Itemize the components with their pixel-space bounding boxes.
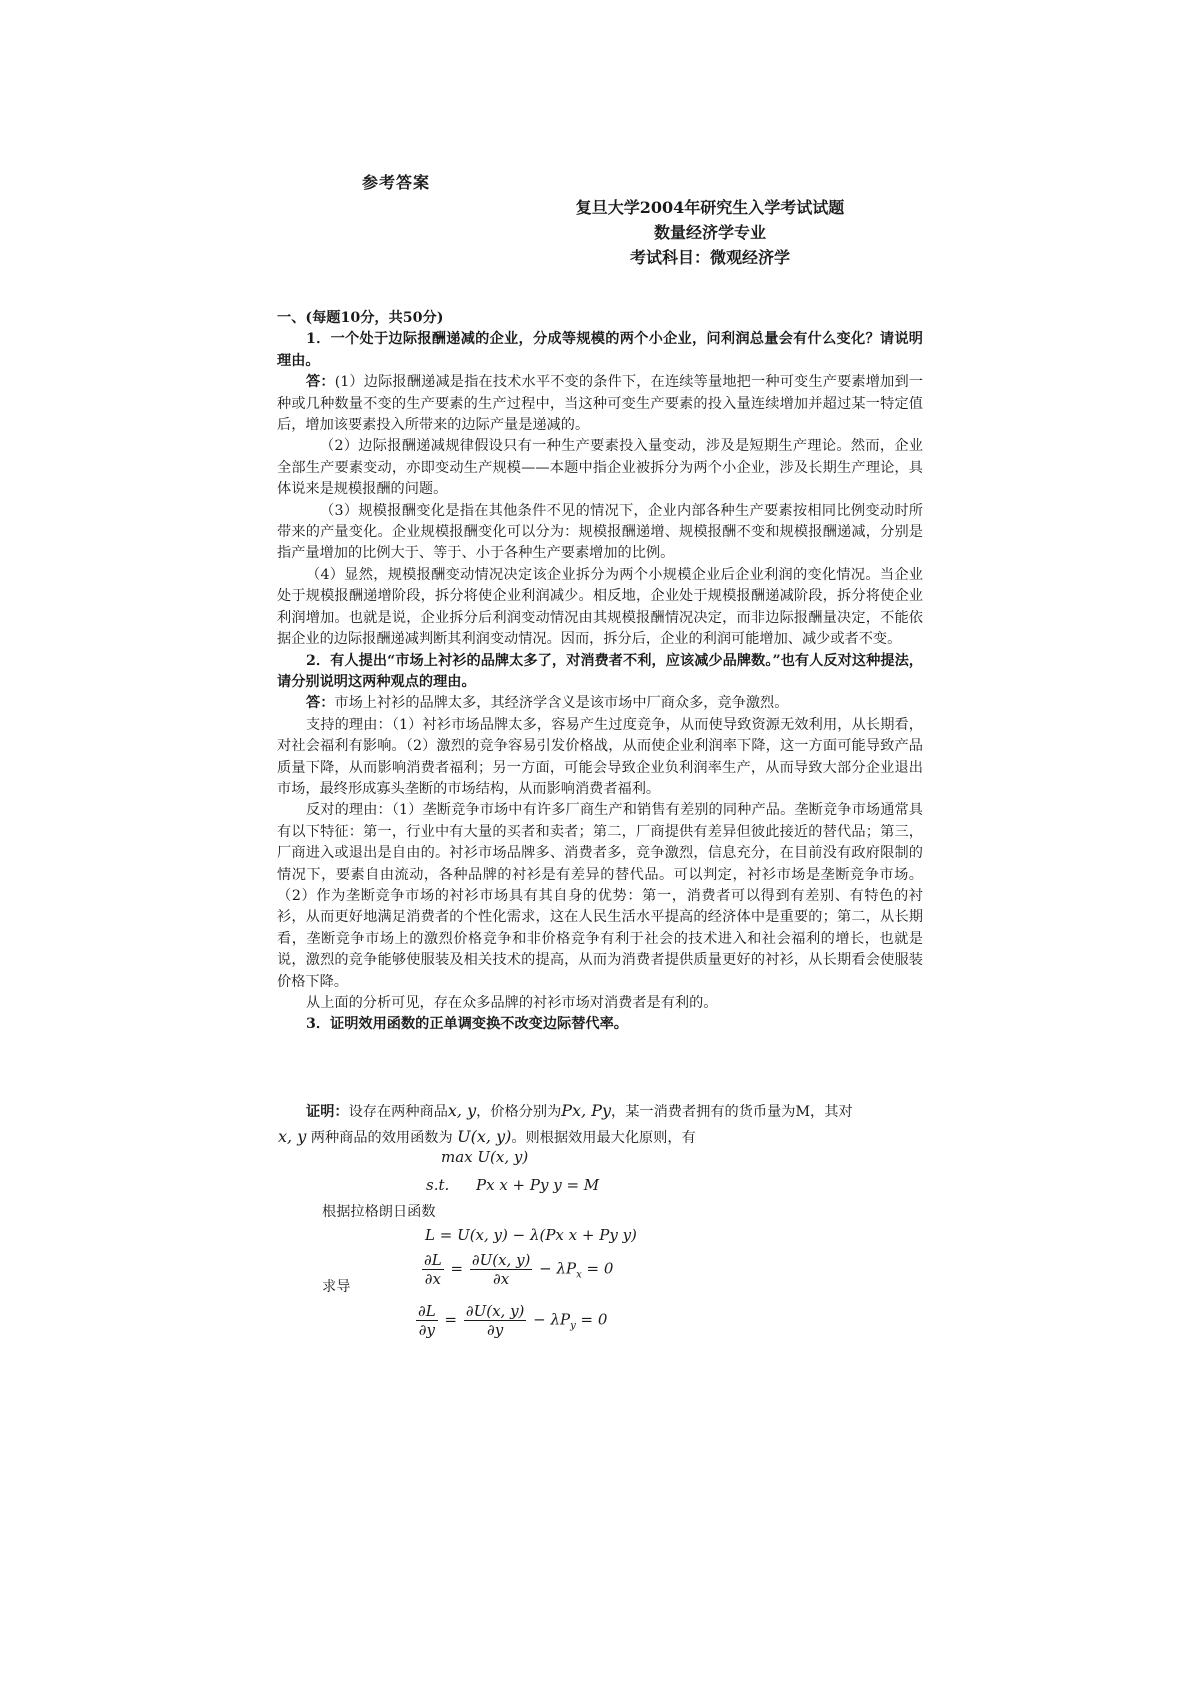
derive-label: 求导	[322, 1279, 351, 1295]
proof-line-1	[306, 1100, 936, 1123]
derivative-x: $\frac{\partial L}{\partial x}$ = $\frac{\partial U(x, y)}{\partial x}$ − $\lambda P_x = 0$	[424, 1251, 614, 1288]
derivative-y: $\frac{\partial L}{\partial y}$ = $\frac{\partial U(x, y)}{\partial y}$ − $\lambda P_y = 0$	[418, 1302, 608, 1339]
proof-text: ，某一消费者拥有的货币量为M，其对	[611, 1104, 853, 1120]
main-content	[277, 308, 923, 1036]
proof-line-2	[278, 1126, 928, 1149]
answer-text: (1）边际报酬递减是指在技术水平不变的条件下，在连续等量地把一种可变生产要素增加到一种或几种数量不变的生产要素的生产过程中，当这种可变生产要素的投入量连续增加并超过某一特定值后，增加该要素投入所带来的边际产量是递减的。	[277, 374, 923, 434]
section-heading: 一、(每题10分，共50分)	[277, 310, 444, 326]
answer-1-p3: （3）规模报酬变化是指在其他条件不见的情况下，企业内部各种生产要素按相同比例变动时所带来的产量变化。企业规模报酬变化可以分为：规模报酬递增、规模报酬不变和规模报酬递减，分别是指产量增加的比例大于、等于、小于各种生产要素增加的比例。	[277, 502, 923, 562]
st-label: s.t.	[426, 1176, 450, 1194]
lagrange-function: L = U(x, y) − λ(Px x + Py y)	[425, 1226, 637, 1244]
answer-text: 市场上衬衫的品牌太多，其经济学含义是该市场中厂商众多，竞争激烈。	[334, 695, 789, 712]
reference-answer-label: 参考答案	[362, 173, 431, 192]
proof-text: 。则根据效用最大化原则，有	[511, 1130, 696, 1146]
goods-symbols: x, y	[278, 1127, 307, 1146]
title-block	[545, 196, 875, 271]
question-2: 2．有人提出“市场上衬衫的品牌太多了，对消费者不利，应该减少品牌数。”也有人反对这种提法，请分别说明这两种观点的理由。	[277, 652, 923, 690]
answer-2-p4: 从上面的分析可见，存在众多品牌的衬衫市场对消费者是有利的。	[306, 995, 718, 1011]
subject-title: 考试科目：微观经济学	[629, 248, 790, 267]
proof-text: 设存在两种商品	[348, 1104, 448, 1120]
answer-1-p1	[277, 372, 923, 436]
proof-text: ，价格分别为	[476, 1104, 562, 1120]
utility-function: U(x, y)	[457, 1127, 512, 1146]
question-1: 1．一个处于边际报酬递减的企业，分成等规模的两个小企业，问利润总量会有什么变化？请说明理由。	[277, 331, 923, 369]
major-title: 数量经济学专业	[653, 223, 766, 242]
max-utility: max U(x, y)	[441, 1148, 529, 1166]
lagrange-label: 根据拉格朗日函数	[322, 1204, 436, 1220]
answer-label: 答：	[306, 695, 335, 712]
proof-text: 两种商品的效用函数为	[310, 1130, 453, 1146]
question-3: 3．证明效用函数的正单调变换不改变边际替代率。	[306, 1016, 628, 1033]
price-symbols: Px, Py	[561, 1101, 612, 1120]
answer-2-p2: 支持的理由：（1）衬衫市场品牌太多，容易产生过度竞争，从而使导致资源无效利用，从长期看，对社会福利有影响。（2）激烈的竞争容易引发价格战，从而使企业利润率下降，这一方面可能导致产品质量下降，从而影响消费者福利；另一方面，可能会导致企业负利润率生产，从而导致大部分企业退出市场，最终形成寡头垄断的市场结构，从而影响消费者福利。	[277, 716, 923, 797]
answer-2-p1	[277, 693, 923, 714]
budget-constraint: Px x + Py y = M	[476, 1176, 600, 1194]
answer-2-p3: 反对的理由：（1）垄断竞争市场中有许多厂商生产和销售有差别的同种产品。垄断竞争市场通常具有以下特征：第一，行业中有大量的买者和卖者；第二，厂商提供有差异但彼此接近的替代品；第三，厂商进入或退出是自由的。衬衫市场品牌多、消费者多，竞争激烈，信息充分，在目前没有政府限制的情况下，要素自由流动，各种品牌的衬衫是有差异的替代品。可以判定，衬衫市场是垄断竞争市场。（2）作为垄断竞争市场的衬衫市场具有其自身的优势：第一，消费者可以得到有差别、有特色的衬衫，从而更好地满足消费者的个性化需求，这在人民生活水平提高的经济体中是重要的；第二，从长期看，垄断竞争市场上的激烈价格竞争和非价格竞争有利于社会的技术进入和社会福利的增长，也就是说，激烈的竞争能够使服装及相关技术的提高，从而为消费者提供质量更好的衬衫，从长期看会使服装价格下降。	[277, 802, 923, 990]
exam-title: 复旦大学2004年研究生入学考试试题	[575, 198, 845, 217]
answer-1-p2: （2）边际报酬递减规律假设只有一种生产要素投入量变动，涉及是短期生产理论。然而，企业全部生产要素变动，亦即变动生产规模——本题中指企业被拆分为两个小企业，涉及长期生产理论，具体说来是规模报酬的问题。	[277, 438, 923, 498]
goods-symbols: x, y	[447, 1101, 477, 1120]
answer-1-p4: （4）显然，规模报酬变动情况决定该企业拆分为两个小规模企业后企业利润的变化情况。当企业处于规模报酬递增阶段，拆分将使企业利润减少。相反地，企业处于规模报酬递减阶段，拆分将使企业利润增加。也就是说，企业拆分后利润变动情况由其规模报酬情况决定，而非边际报酬量决定，不能依据企业的边际报酬递减判断其利润变动情况。因而，拆分后，企业的利润可能增加、减少或者不变。	[277, 566, 923, 648]
answer-label: 答：	[306, 374, 335, 391]
proof-label: 证明：	[306, 1104, 349, 1120]
